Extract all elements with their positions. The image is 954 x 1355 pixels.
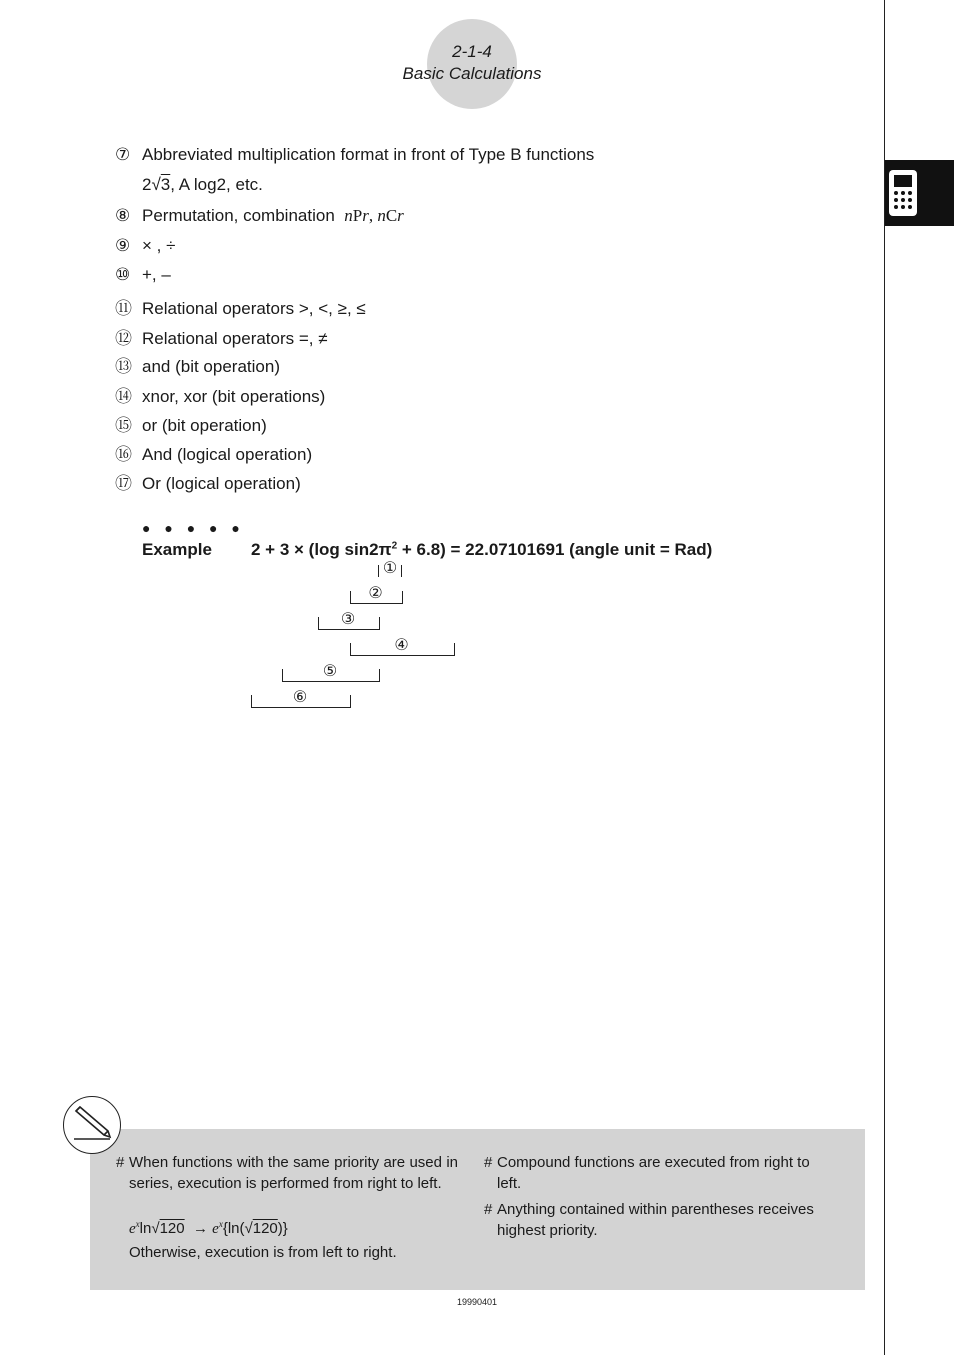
- list-item: ⑩ +, –: [115, 265, 171, 284]
- order-marker-6: ⑥: [292, 689, 308, 706]
- note-right-2: # Anything contained within parentheses receives highest priority.: [484, 1201, 814, 1239]
- list-item: ⑫ Relational operators =, ≠: [115, 329, 328, 348]
- example-expression: 2 + 3 × (log $\sin 2\pi^2 + 6.8) = 22.07101691$ (angle unit = Rad): [251, 540, 713, 559]
- order-marker-4: ④: [394, 637, 409, 654]
- footer-code: 19990401: [456, 1297, 498, 1307]
- note-left-continued: Otherwise, execution is from left to right.: [129, 1244, 397, 1261]
- order-marker-2: ②: [368, 585, 383, 602]
- note-left: # When functions with the same priority are used in series, execution is performed from right to left.: [116, 1154, 458, 1192]
- list-item: ⑨ × , ÷: [115, 236, 176, 255]
- list-item: ⑮ or (bit operation): [115, 416, 267, 435]
- list-item: ⑦ Abbreviated multiplication format in front of Type B functions: [115, 145, 595, 164]
- list-item: ⑬ and (bit operation): [115, 357, 280, 376]
- calculator-icon: [888, 169, 918, 217]
- page-number: 2-1-4: [452, 42, 492, 61]
- list-item: ⑯ And (logical operation): [115, 445, 313, 464]
- list-item: ⑰ Or (logical operation): [115, 474, 301, 493]
- section-title: Basic Calculations: [402, 64, 542, 83]
- chapter-tab: [885, 160, 954, 226]
- list-item: ⑧ Permutation, combination nPr, nCr: [115, 206, 404, 225]
- list-item: ⑭ xnor, xor (bit operations): [115, 387, 326, 406]
- order-marker-3: ③: [340, 611, 356, 628]
- order-marker-5: ⑤: [322, 663, 338, 680]
- note-right-1: # Compound functions are executed from right to left.: [484, 1154, 810, 1192]
- list-item: ⑪ Relational operators >, <, ≥, ≤: [115, 299, 366, 318]
- example-dots: ● ● ● ● ●: [142, 520, 245, 536]
- pencil-icon: [63, 1096, 121, 1154]
- order-marker-1: ①: [382, 560, 398, 577]
- example-label: Example: [142, 540, 212, 559]
- list-item-subtext: 2√3, A log2, etc.: [142, 175, 263, 194]
- note-formula: $e^x\ln√120 \to e^x\{\ln(√120)\}$: [129, 1219, 288, 1237]
